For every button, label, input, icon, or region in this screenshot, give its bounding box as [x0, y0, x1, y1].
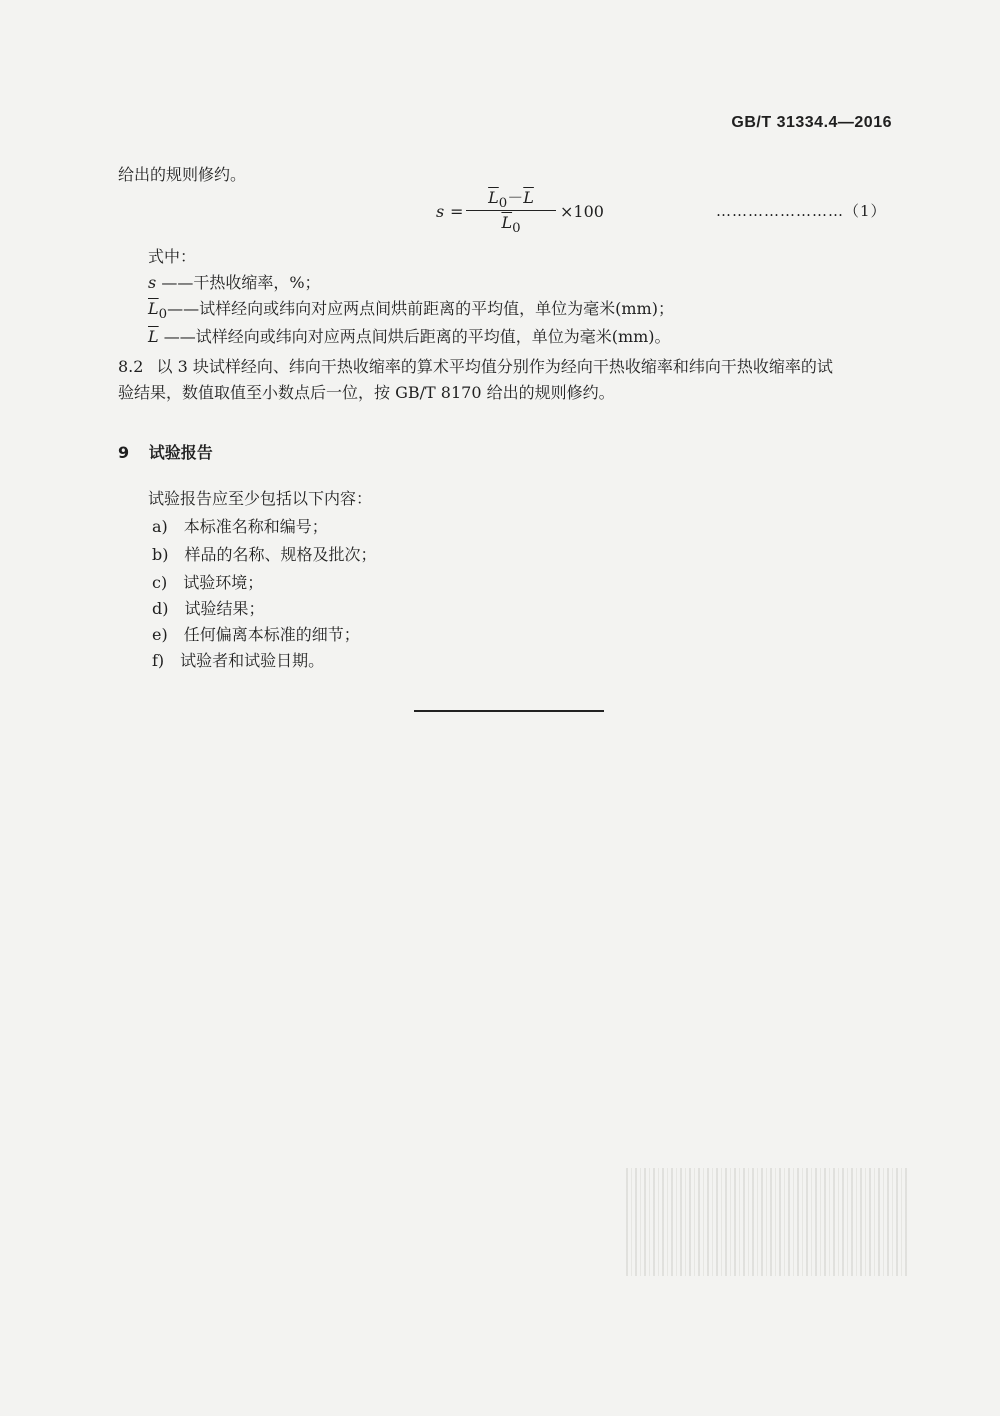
list-text: 本标准名称和编号；: [183, 517, 328, 536]
list-item: [152, 648, 324, 674]
formula-times: ×100: [560, 202, 604, 221]
definition-symbol: s: [148, 273, 157, 292]
list-text: 试验者和试验日期。: [180, 651, 325, 670]
formula-fraction: [466, 188, 556, 237]
section-title: 试验报告: [148, 443, 213, 462]
list-mark: b): [152, 545, 169, 564]
definition-text: ——干热收缩率，%；: [161, 273, 321, 292]
section-9-heading: [118, 440, 213, 463]
formula-numerator: [466, 188, 556, 212]
end-rule: [414, 710, 604, 712]
definition-s: [148, 270, 321, 296]
list-item: [152, 570, 263, 596]
definition-l: [148, 324, 671, 350]
definition-symbol: $\overline{L}$: [148, 327, 159, 346]
standard-number: GB/T 31334.4—2016: [731, 114, 892, 131]
fraction-bar: [466, 210, 556, 211]
formula-equals: =: [450, 202, 464, 221]
list-item: [152, 514, 328, 540]
formula-lhs: s: [436, 202, 445, 221]
clause-text: 以 3 块试样经向、纬向干热收缩率的算术平均值分别作为经向干热收缩率和纬向干热收缩率的试: [156, 357, 833, 376]
list-mark: a): [152, 517, 168, 536]
numerator-l0: $\overline{L}$: [488, 188, 499, 207]
show-through-barcode: [626, 1168, 908, 1276]
list-mark: f): [152, 651, 165, 670]
list-mark: e): [152, 625, 168, 644]
list-mark: c): [152, 573, 168, 592]
report-lead: 试验报告应至少包括以下内容：: [148, 489, 373, 508]
list-item: [152, 596, 265, 622]
denominator-l0-sub: 0: [512, 221, 521, 237]
list-text: 任何偏离本标准的细节；: [183, 625, 360, 644]
list-text: 样品的名称、规格及批次；: [184, 545, 377, 564]
where-label: 式中：: [148, 247, 197, 266]
intro-text: 给出的规则修约。: [118, 165, 247, 184]
clause-8-2-line2: 验结果，数值取值至小数点后一位，按 GB/T 8170 给出的规则修约。: [118, 383, 615, 402]
numerator-minus: －: [507, 188, 524, 207]
list-text: 试验结果；: [184, 599, 265, 618]
numerator-l0-sub: 0: [498, 196, 508, 212]
definition-sub: 0: [158, 307, 168, 323]
clause-8-2-line1: [118, 354, 833, 380]
definition-symbol: $\overline{L}$: [148, 299, 159, 318]
list-mark: d): [152, 599, 169, 618]
list-item: [152, 622, 360, 648]
denominator-l0: $\overline{L}$: [501, 213, 513, 232]
clause-number: 8.2: [118, 357, 144, 376]
list-text: 试验环境；: [183, 573, 264, 592]
definition-text: ——试样经向或纬向对应两点间烘前距离的平均值，单位为毫米(mm)；: [167, 299, 674, 318]
definition-text: ——试样经向或纬向对应两点间烘后距离的平均值，单位为毫米(mm)。: [158, 327, 671, 346]
formula-denominator: [466, 213, 556, 237]
list-item: [152, 542, 377, 568]
formula-number: ……………………（1）: [716, 202, 887, 220]
numerator-l: $\overline{L}$: [523, 188, 534, 207]
section-number: 9: [118, 443, 130, 462]
